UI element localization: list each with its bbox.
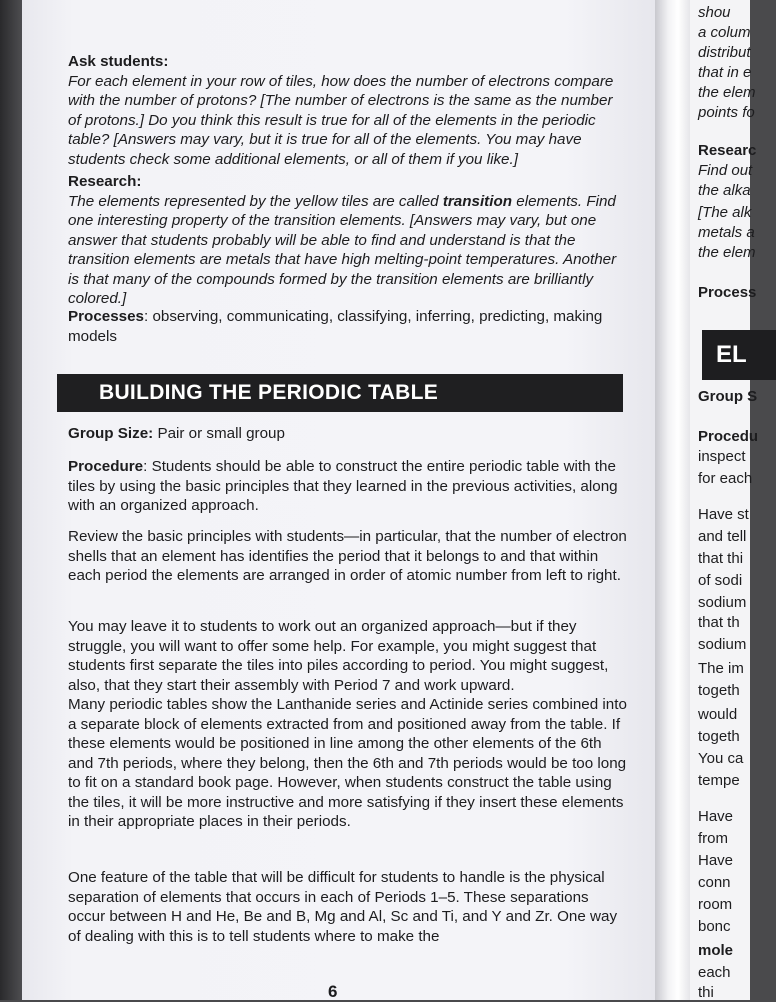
ask-students-label: Ask students: [68,53,169,70]
paragraph-many-text: Many periodic tables show the Lanthanide series and Actinide series combined into a separate block of elements extracted from and positioned away from the table. If these elements would be positioned in line among the other elements of the 6th and 7th periods, where they belong, then the 6th and 7th periods would be too long to fit on a standard book page. However, when students construct the table using the tiles, it will be more instructive and more satisfying if they insert these elements in their appropriate places in their periods. [68,696,627,830]
research-text-bold: transition [442,192,513,210]
right-page-fragment: distribut [698,44,751,61]
right-page-fragment: points fo [698,104,755,121]
group-size-block [68,424,628,444]
right-page-fragment: bonc [698,918,731,935]
right-page-fragment: Find out [698,162,753,179]
right-page-fragment: that thi [698,550,744,567]
right-page-fragment: inspect [698,448,746,465]
paragraph-one [68,868,628,946]
right-page-fragment: Have st [698,506,749,523]
right-page [690,0,759,1001]
procedure-label: Procedure [68,458,144,475]
right-page-fragment: Have [698,852,734,869]
right-page-fragment: You ca [698,750,744,767]
procedure-block [68,457,628,516]
right-page-fragment: tempe [698,772,740,789]
right-page-fragment: of sodi [698,572,743,589]
right-page-fragment: thi [698,984,714,1001]
ask-students-text: For each element in your row of tiles, how does the number of electrons compare with the number of protons? [The number of electrons is the same as the number of protons.] Do you think this result is true for all of the elements in the periodic table? [Answers may vary, but it is true for all of the elements. You may have students check some additional elements, or all of them if you like.] [68,72,614,168]
research-block [68,172,628,309]
right-page-fragment: for each [698,470,753,487]
section-title: BUILDING THE PERIODIC TABLE [57,374,623,412]
right-page-fragment: togeth [698,682,740,699]
paragraph-review-text: Review the basic principles with students—in particular, that the number of electron shells that an element has identifies the period that it belongs to and that within each period the elements are arranged in order of atomic number from left to right. [68,528,627,584]
right-page-banner [702,330,776,380]
paragraph-one-text: One feature of the table that will be difficult for students to handle is the physical separation of elements that occurs in each of Periods 1–5. These separations occur between H and He, Be and B, Mg and Al, Sc and Ti, and Y and Zr. One way of dealing with this is to tell students where to make the [68,869,618,945]
paragraph-leave [68,617,628,695]
left-page [22,0,660,1000]
right-page-fragment: [The alk [698,204,752,221]
research-text-a: The elements represented by the yellow tiles are called [68,192,443,210]
right-page-fragment: a colum [698,24,751,41]
paragraph-review [68,527,628,586]
right-page-fragment: the elem [698,244,756,261]
processes-label: Processes [68,308,144,325]
right-page-fragment: would [698,706,738,723]
right-page-fragment: that in e [698,64,752,81]
right-page-fragment: conn [698,874,731,891]
right-page-fragment: Group S [698,388,758,405]
group-size-label: Group Size: [68,425,154,442]
right-page-fragment: Process [698,284,757,301]
right-page-banner-text: EL [716,341,747,368]
right-page-fragment: shou [698,4,731,21]
paragraph-leave-text: You may leave it to students to work out an organized approach—but if they struggle, you will want to offer some help. For example, you might suggest that students first separate the tiles into piles according to period. You might suggest, also, that they start their assembly with Period 7 and work upward. [68,618,609,694]
right-page-fragment: that th [698,614,740,631]
procedure-text: : Students should be able to construct the entire periodic table with the tiles by using the basic principles that they learned in the previous activities, along with an organized approach. [68,458,618,514]
right-page-fragment: mole [698,942,734,959]
right-page-fragment: Researc [698,142,757,159]
right-page-fragment: the elem [698,84,756,101]
book-spine [655,0,693,1000]
research-label: Research: [68,173,142,190]
ask-students-block [68,52,628,169]
processes-block [68,307,628,346]
right-page-fragment: the alka [698,182,751,199]
processes-text: : observing, communicating, classifying, inferring, predicting, making models [68,308,603,345]
right-page-fragment: room [698,896,733,913]
right-page-fragment: The im [698,660,744,677]
right-page-fragment: each [698,964,731,981]
paragraph-many [68,695,628,832]
right-page-fragment: Have [698,808,734,825]
right-page-fragment: Procedu [698,428,759,445]
right-page-fragment: sodium [698,594,747,611]
page-number: 6 [328,982,338,1001]
right-page-fragment: from [698,830,728,847]
group-size-text: Pair or small group [153,425,285,442]
right-page-fragment: sodium [698,636,747,653]
right-page-fragment: and tell [698,528,747,545]
right-page-fragment: metals a [698,224,755,241]
research-text-c: elements. Find one interesting property of the transition elements. [Answers may vary, but one answer that students probably will be able to find and understand is that the transition elements are metals that have high melting-point temperatures. Another is that many of the compounds formed by the transition elements are brilliantly colored.] [68,192,617,307]
right-page-fragment: togeth [698,728,740,745]
